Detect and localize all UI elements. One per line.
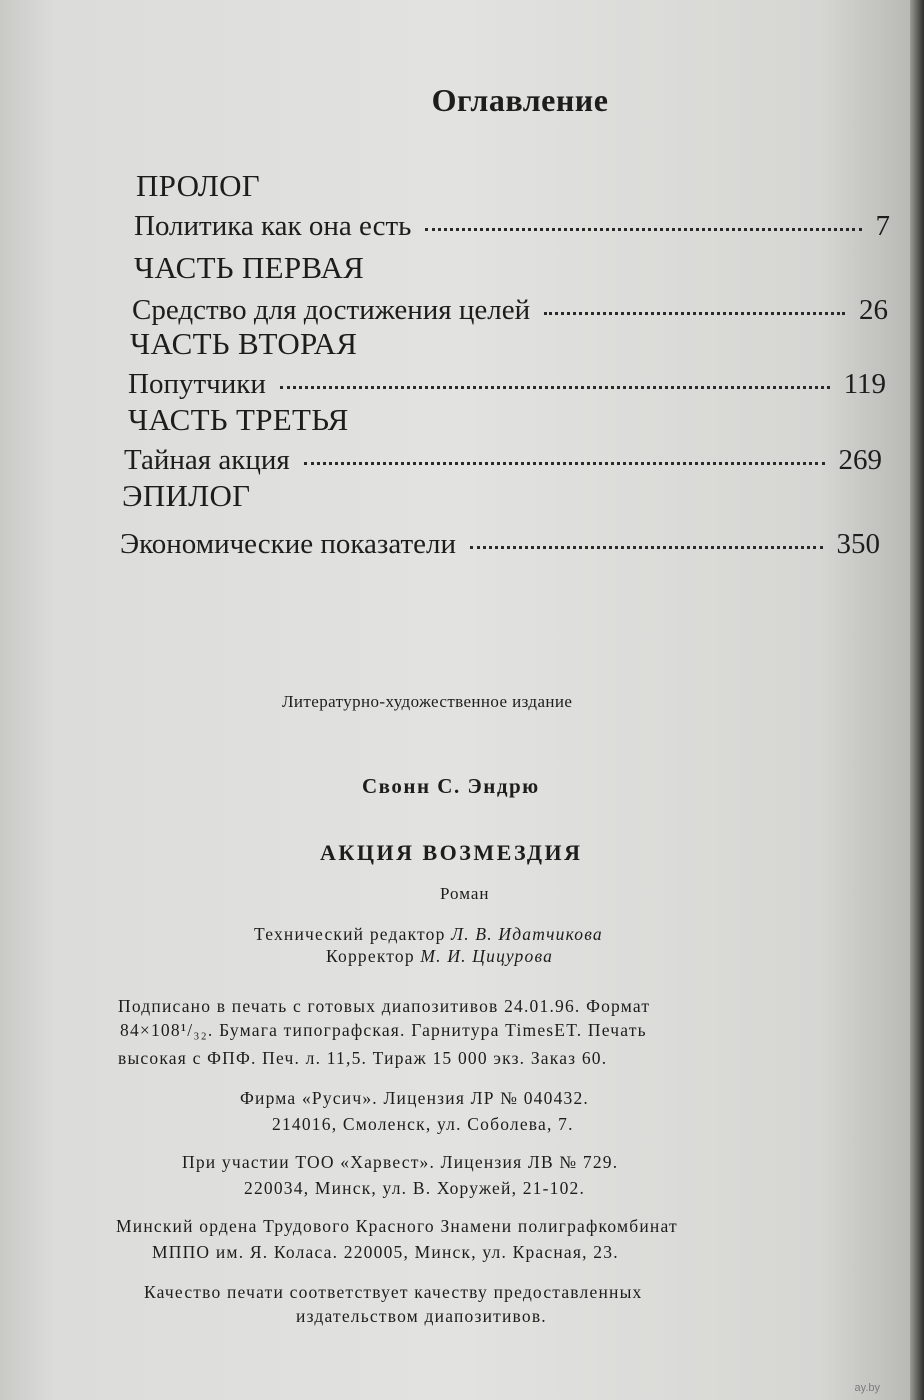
toc-heading-part-one: ЧАСТЬ ПЕРВАЯ xyxy=(134,250,365,285)
quality-note-line: Качество печати соответствует качеству предоставленных xyxy=(144,1282,643,1302)
book-edge-shadow xyxy=(910,0,924,1400)
corrector-name: М. И. Цицурова xyxy=(420,946,554,966)
toc-page-number: 350 xyxy=(836,528,880,560)
dot-leader xyxy=(544,312,845,315)
toc-entry xyxy=(128,368,886,401)
tech-editor-name: Л. В. Идатчикова xyxy=(451,924,603,944)
author-name: Свонн С. Эндрю xyxy=(362,774,540,798)
partner-line: При участии ТОО «Харвест». Лицензия ЛВ № 729. xyxy=(182,1152,619,1172)
corrector-label: Корректор xyxy=(326,946,415,966)
toc-heading-prologue: ПРОЛОГ xyxy=(136,168,260,203)
publisher-line: Фирма «Русич». Лицензия ЛР № 040432. xyxy=(240,1088,589,1108)
edition-type: Литературно-художественное издание xyxy=(282,692,573,711)
publisher-address: 214016, Смоленск, ул. Соболева, 7. xyxy=(272,1114,574,1134)
toc-page-number: 7 xyxy=(875,210,890,242)
dot-leader xyxy=(304,462,825,465)
toc-page-number: 119 xyxy=(843,368,886,400)
tech-editor-label: Технический редактор xyxy=(254,924,446,944)
toc-entry-title: Тайная акция xyxy=(124,444,290,476)
toc-entry xyxy=(124,444,882,477)
book-title: АКЦИЯ ВОЗМЕЗДИЯ xyxy=(320,840,583,865)
toc-entry-title: Политика как она есть xyxy=(134,210,412,242)
watermark: ay.by xyxy=(854,1382,880,1394)
print-info-line: высокая с ФПФ. Печ. л. 11,5. Тираж 15 000 экз. Заказ 60. xyxy=(118,1048,608,1068)
corrector-line xyxy=(326,946,553,967)
toc-entry xyxy=(120,528,880,561)
partner-address: 220034, Минск, ул. В. Хоружей, 21-102. xyxy=(244,1178,586,1198)
dot-leader xyxy=(425,228,861,231)
print-info-line: Подписано в печать с готовых диапозитивов 24.01.96. Формат xyxy=(118,996,651,1016)
genre: Роман xyxy=(440,884,490,903)
print-info-line: 84×108¹/₃₂. Бумага типографская. Гарнитура TimesET. Печать xyxy=(120,1020,647,1040)
toc-title: Оглавление xyxy=(431,82,609,118)
printer-address: МППО им. Я. Коласа. 220005, Минск, ул. Красная, 23. xyxy=(152,1242,619,1262)
toc-heading-epilogue: ЭПИЛОГ xyxy=(122,478,251,513)
dot-leader xyxy=(470,546,822,549)
tech-editor-line xyxy=(254,924,603,945)
toc-heading-part-three: ЧАСТЬ ТРЕТЬЯ xyxy=(128,402,349,437)
quality-note-line: издательством диапозитивов. xyxy=(296,1306,547,1326)
toc-entry-title: Экономические показатели xyxy=(120,528,457,560)
toc-page-number: 26 xyxy=(859,294,888,326)
toc-heading-part-two: ЧАСТЬ ВТОРАЯ xyxy=(130,326,358,361)
toc-page-number: 269 xyxy=(838,444,882,476)
dot-leader xyxy=(280,386,830,389)
toc-entry xyxy=(134,210,890,243)
toc-entry xyxy=(132,294,888,327)
toc-entry-title: Попутчики xyxy=(128,368,266,400)
toc-entry-title: Средство для достижения целей xyxy=(132,294,531,326)
printer-line: Минский ордена Трудового Красного Знамени полиграфкомбинат xyxy=(116,1216,678,1236)
